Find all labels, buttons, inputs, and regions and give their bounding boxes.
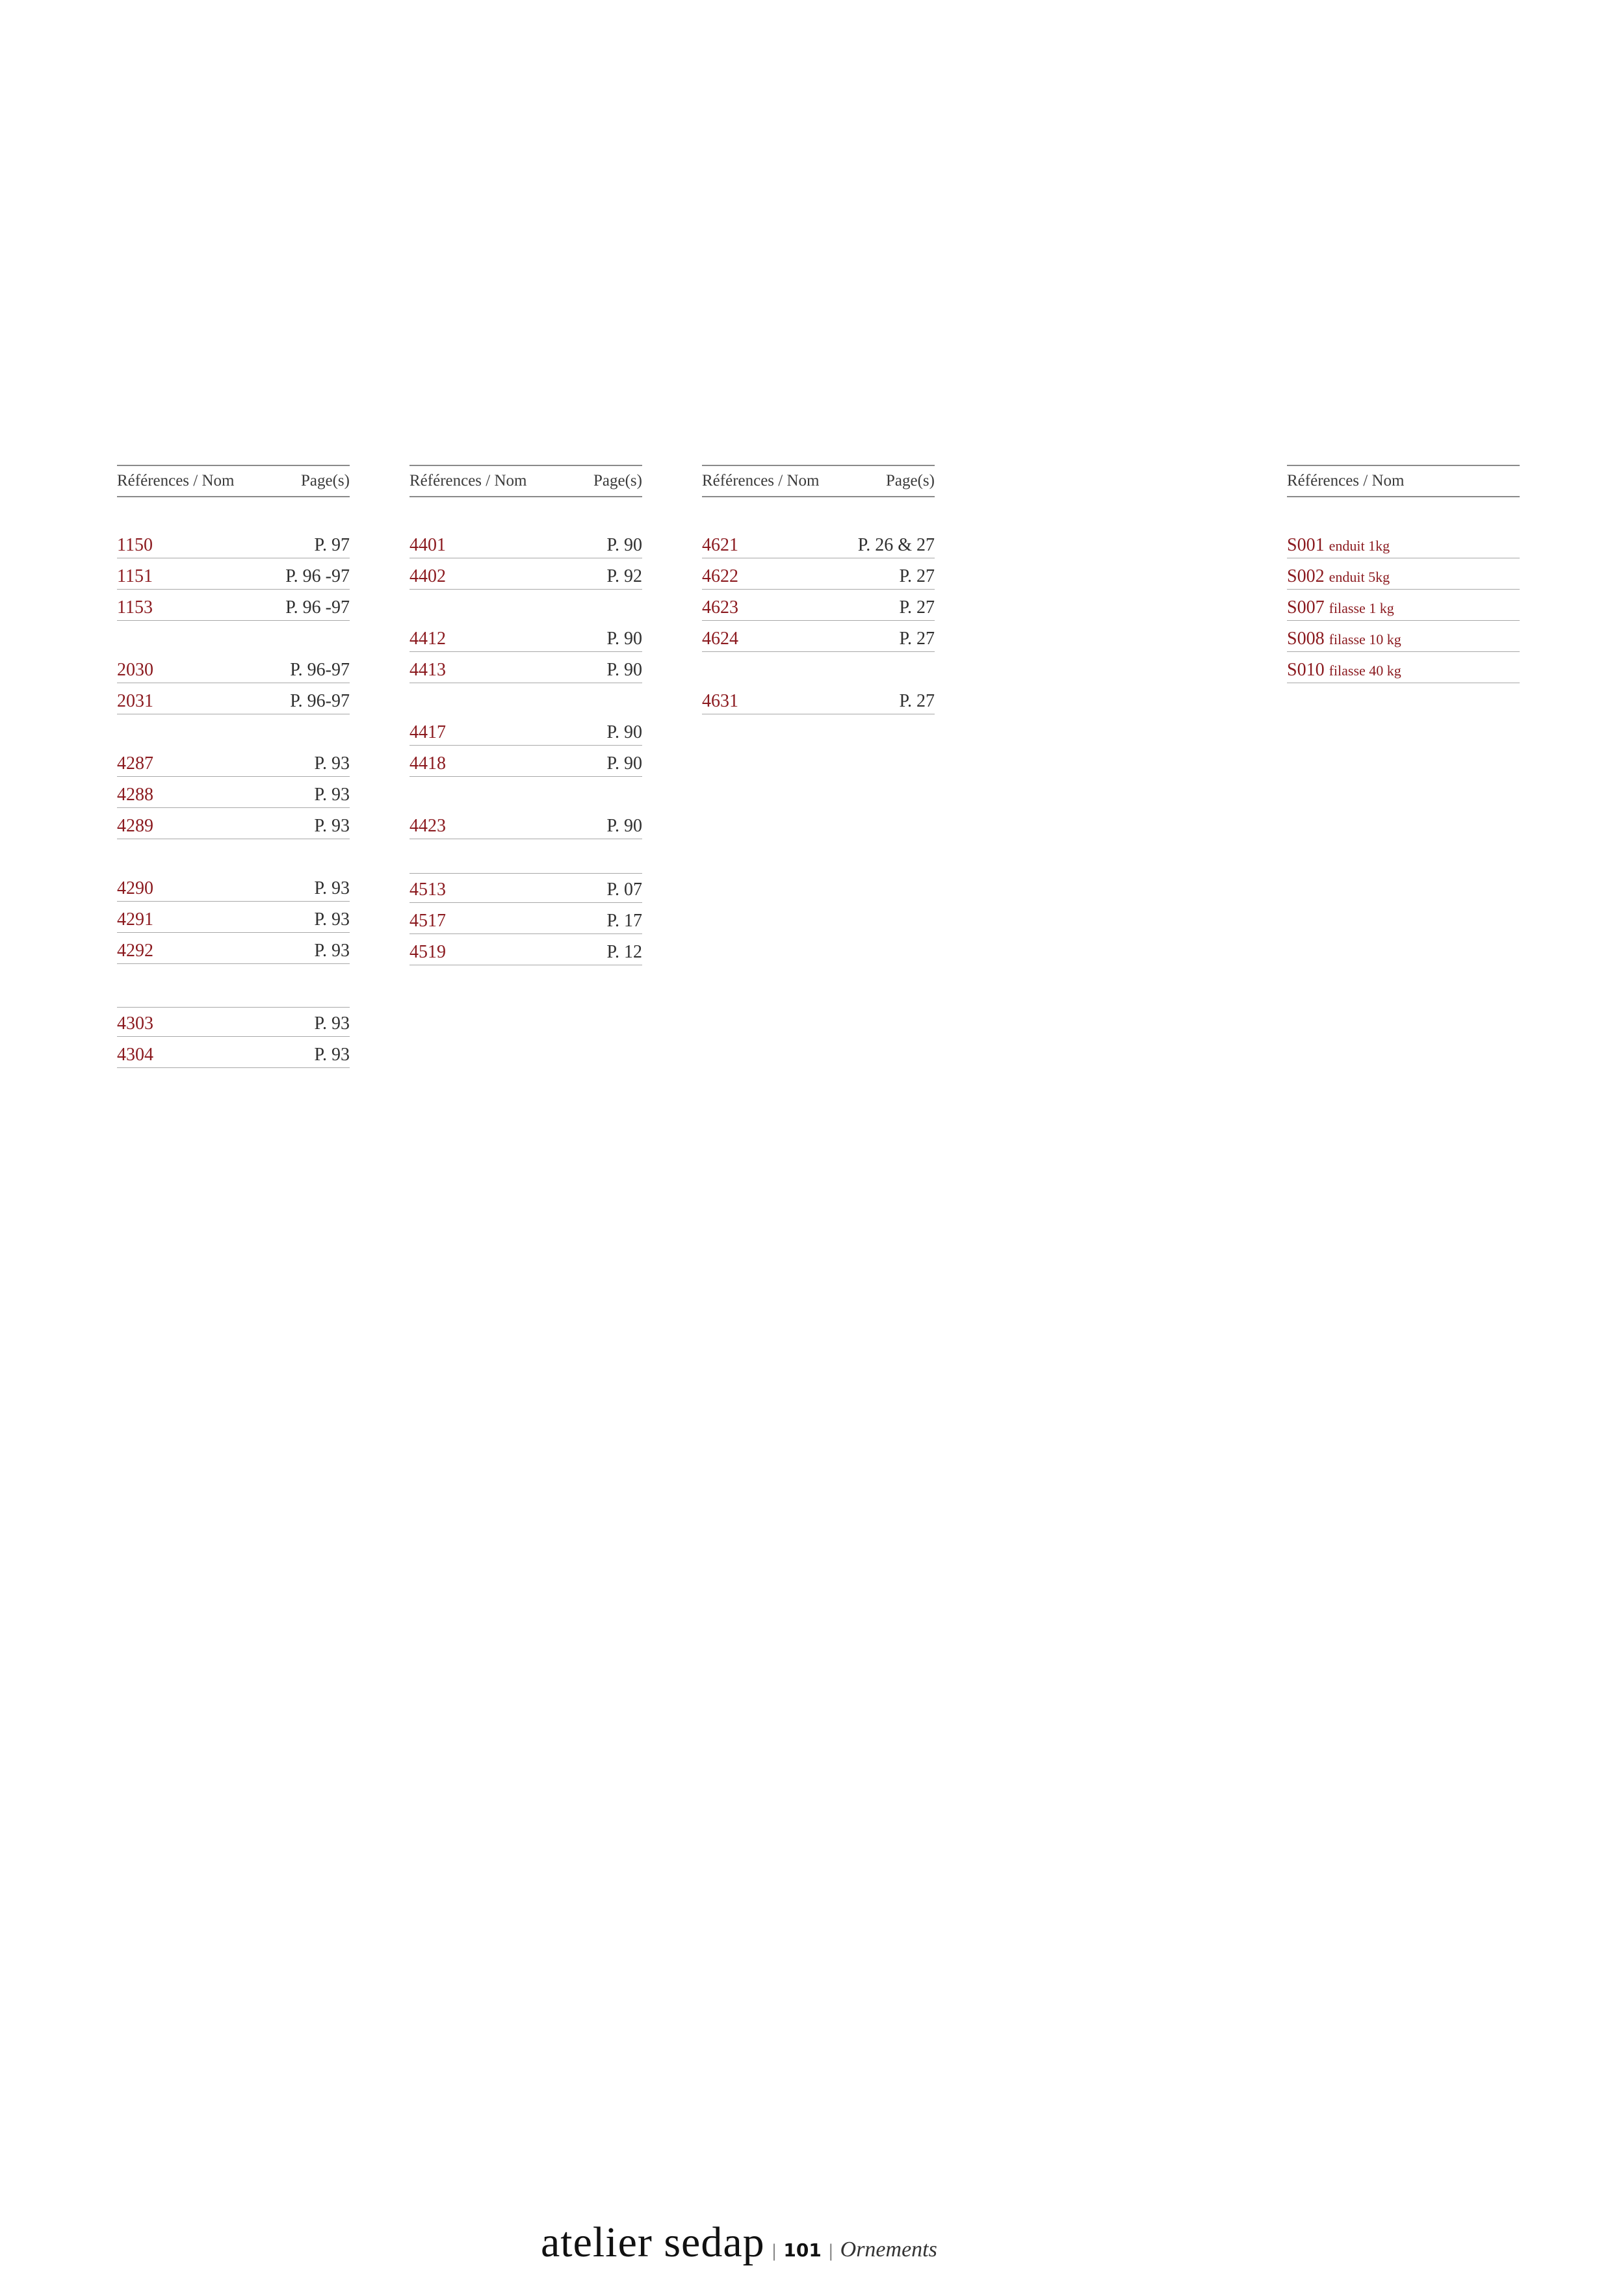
table-row — [117, 591, 350, 621]
page-ref: P. 97 — [314, 535, 350, 555]
ref-code: 4401 — [409, 535, 446, 555]
ref-code: 4418 — [409, 753, 446, 774]
product-name: enduit 1kg — [1329, 538, 1390, 554]
table-row — [702, 528, 935, 558]
column-header — [117, 465, 350, 497]
index-column-1 — [117, 465, 350, 1069]
table-row — [409, 560, 642, 590]
table-row — [117, 1007, 350, 1037]
ref-code — [1287, 597, 1394, 618]
page-ref: P. 27 — [899, 597, 935, 618]
product-name: filasse 10 kg — [1329, 631, 1401, 647]
table-row — [409, 716, 642, 746]
ref-header: Références / Nom — [117, 472, 235, 489]
page-ref: P. 90 — [606, 816, 642, 836]
page-number: 101 — [783, 2239, 822, 2261]
ref-code-value: S007 — [1287, 597, 1325, 618]
table-row — [117, 872, 350, 902]
table-row — [117, 934, 350, 964]
page-ref: P. 92 — [606, 566, 642, 586]
ref-code: 4287 — [117, 753, 153, 774]
page-ref: P. 90 — [606, 629, 642, 649]
ref-code: 1153 — [117, 597, 153, 618]
ref-code: 4631 — [702, 691, 738, 711]
page-ref: P. 93 — [314, 941, 350, 961]
ref-code: 4624 — [702, 629, 738, 649]
page-ref: P. 96 -97 — [285, 597, 350, 618]
table-row — [409, 747, 642, 777]
ref-code: 1150 — [117, 535, 153, 555]
ref-code — [1287, 660, 1401, 681]
page-header: Page(s) — [301, 472, 350, 489]
table-row — [409, 935, 642, 965]
table-row — [702, 560, 935, 590]
table-row — [409, 904, 642, 934]
page-ref: P. 96 -97 — [285, 566, 350, 586]
table-row — [1287, 560, 1520, 590]
table-row — [1287, 622, 1520, 652]
page-header: Page(s) — [593, 472, 642, 489]
page-ref: P. 93 — [314, 1013, 350, 1034]
table-row — [117, 653, 350, 683]
ref-code: 2031 — [117, 691, 153, 711]
ref-code: 4289 — [117, 816, 153, 836]
ref-code: 4623 — [702, 597, 738, 618]
ref-code — [1287, 629, 1401, 649]
ref-header: Références / Nom — [409, 472, 527, 489]
table-row — [702, 622, 935, 652]
brand-logo: atelier sedap — [541, 2219, 765, 2266]
ref-code: 4412 — [409, 629, 446, 649]
table-row — [117, 528, 350, 558]
page-ref: P. 27 — [899, 691, 935, 711]
page-ref: P. 93 — [314, 878, 350, 898]
page-ref: P. 93 — [314, 909, 350, 930]
ref-code: 4513 — [409, 880, 446, 900]
page-ref: P. 26 & 27 — [857, 535, 935, 555]
page-header: Page(s) — [886, 472, 935, 489]
ref-code: 1151 — [117, 566, 153, 586]
ref-code: 4413 — [409, 660, 446, 680]
table-row — [117, 778, 350, 808]
table-row — [117, 1038, 350, 1068]
table-row — [409, 873, 642, 903]
product-name: filasse 1 kg — [1329, 600, 1394, 616]
page-ref: P. 93 — [314, 785, 350, 805]
ref-code: 4290 — [117, 878, 153, 898]
ref-header: Références / Nom — [702, 472, 820, 489]
ref-code: 4423 — [409, 816, 446, 836]
ref-header: Références / Nom — [1287, 472, 1405, 489]
page-ref: P. 93 — [314, 1045, 350, 1065]
divider: | — [827, 2241, 834, 2261]
ref-code — [1287, 535, 1390, 556]
ref-code: 4417 — [409, 722, 446, 742]
index-column-3 — [702, 465, 935, 716]
ref-code: 4519 — [409, 942, 446, 962]
table-row — [409, 528, 642, 558]
ref-code: 4303 — [117, 1013, 153, 1034]
ref-code-value: S008 — [1287, 629, 1325, 649]
product-name: filasse 40 kg — [1329, 662, 1401, 679]
table-row — [1287, 528, 1520, 558]
table-row — [117, 560, 350, 590]
ref-code: 2030 — [117, 660, 153, 680]
page-ref: P. 90 — [606, 722, 642, 742]
column-header — [1287, 465, 1520, 497]
page-ref: P. 07 — [606, 880, 642, 900]
table-row — [409, 809, 642, 839]
table-row — [1287, 591, 1520, 621]
column-header — [409, 465, 642, 497]
table-row — [117, 747, 350, 777]
ref-code-value: S002 — [1287, 566, 1325, 586]
ref-code — [1287, 566, 1390, 587]
index-column-2 — [409, 465, 642, 967]
table-row — [409, 653, 642, 683]
ref-code: 4291 — [117, 909, 153, 930]
page-ref: P. 90 — [606, 753, 642, 774]
table-row — [409, 622, 642, 652]
ref-code: 4402 — [409, 566, 446, 586]
ref-code: 4517 — [409, 911, 446, 931]
product-name: enduit 5kg — [1329, 569, 1390, 585]
ref-code-value: S010 — [1287, 660, 1325, 680]
column-header — [702, 465, 935, 497]
page-ref: P. 93 — [314, 816, 350, 836]
table-row — [702, 685, 935, 714]
page-footer — [541, 2218, 937, 2267]
page-ref: P. 93 — [314, 753, 350, 774]
ref-code: 4304 — [117, 1045, 153, 1065]
page-ref: P. 90 — [606, 660, 642, 680]
page-ref: P. 96-97 — [290, 660, 350, 680]
ref-code: 4622 — [702, 566, 738, 586]
index-column-4 — [1287, 465, 1520, 685]
page-ref: P. 96-97 — [290, 691, 350, 711]
table-row — [117, 685, 350, 714]
page-ref: P. 90 — [606, 535, 642, 555]
table-row — [117, 809, 350, 839]
table-row — [117, 903, 350, 933]
ref-code: 4292 — [117, 941, 153, 961]
table-row — [702, 591, 935, 621]
divider: | — [771, 2241, 777, 2261]
page-ref: P. 27 — [899, 566, 935, 586]
page-ref: P. 27 — [899, 629, 935, 649]
page-ref: P. 17 — [606, 911, 642, 931]
ref-code-value: S001 — [1287, 535, 1325, 555]
ref-code: 4288 — [117, 785, 153, 805]
page-ref: P. 12 — [606, 942, 642, 962]
ref-code: 4621 — [702, 535, 738, 555]
section-title: Ornements — [840, 2237, 937, 2262]
table-row — [1287, 653, 1520, 683]
